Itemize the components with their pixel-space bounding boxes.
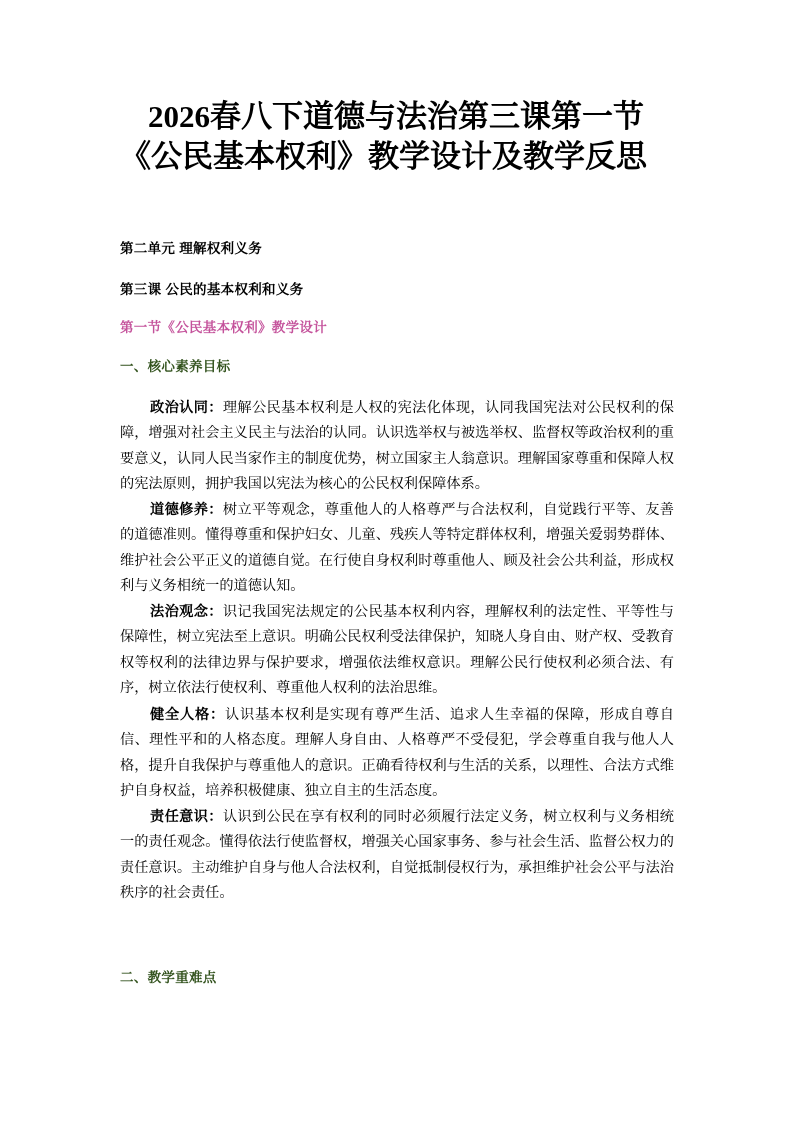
paragraph-text: 树立平等观念，尊重他人的人格尊严与合法权利，自觉践行平等、友善的道德准则。懂得尊重和保护妇女、儿童、残疾人等特定群体权利，增强关爱弱势群体、维护社会公平正义的道德自觉。在行使自身权利时尊重他人、顾及社会公共利益，形成权利与义务相统一的道德认知。 bbox=[120, 502, 674, 595]
paragraph bbox=[120, 396, 674, 498]
paragraph-text: 理解公民基本权利是人权的宪法化体现，认同我国宪法对公民权利的保障，增强对社会主义民主与法治的认同。认识选举权与被选举权、监督权等政治权利的重要意义，认同人民当家作主的制度优势，树立国家主人翁意识。理解国家尊重和保障人权的宪法原则，拥护我国以宪法为核心的公民权利保障体系。 bbox=[120, 400, 674, 493]
key-difficulties-heading: 二、教学重难点 bbox=[120, 970, 217, 985]
paragraph-text: 识记我国宪法规定的公民基本权利内容，理解权利的法定性、平等性与保障性，树立宪法至上意识。明确公民权利受法律保护，知晓人身自由、财产权、受教育权等权利的法律边界与保护要求，增强依法维权意识。理解公民行使权利必须合法、有序，树立依法行使权利、尊重他人权利的法治思维。 bbox=[120, 604, 674, 697]
core-literacy-heading-block bbox=[120, 357, 674, 377]
key-difficulties-heading-block bbox=[120, 968, 674, 988]
section-heading: 第一节《公民基本权利》教学设计 bbox=[120, 320, 327, 335]
paragraph-lead: 责任意识： bbox=[150, 809, 223, 825]
paragraph-lead: 法治观念： bbox=[150, 604, 223, 620]
paragraph-lead: 健全人格： bbox=[150, 707, 225, 723]
paragraph-text: 认识基本权利是实现有尊严生活、追求人生幸福的保障，形成自尊自信、理性平和的人格态度。理解人身自由、人格尊严不受侵犯，学会尊重自我与他人人格，提升自我保护与尊重他人的意识。正确看待权利与生活的关系，以理性、合法方式维护自身权益，培养积极健康、独立自主的生活态度。 bbox=[120, 707, 674, 800]
core-literacy-paragraph-5 bbox=[120, 805, 674, 907]
unit-heading-block bbox=[120, 239, 674, 259]
paragraph-text: 认识到公民在享有权利的同时必须履行法定义务，树立权利与义务相统一的责任观念。懂得依法行使监督权，增强关心国家事务、参与社会生活、监督公权力的责任意识。主动维护自身与他人合法权利，自觉抵制侵权行为，承担维护社会公平与法治秩序的社会责任。 bbox=[120, 809, 674, 902]
core-literacy-paragraph-1 bbox=[120, 396, 674, 498]
lesson-heading-block bbox=[120, 280, 674, 300]
lesson-heading: 第三课 公民的基本权利和义务 bbox=[120, 282, 304, 297]
page-title-block bbox=[120, 97, 676, 177]
paragraph bbox=[120, 600, 674, 702]
paragraph-lead: 政治认同： bbox=[150, 400, 223, 416]
section-heading-block bbox=[120, 318, 674, 338]
core-literacy-paragraph-4 bbox=[120, 703, 674, 805]
paragraph bbox=[120, 498, 674, 600]
paragraph-lead: 道德修养： bbox=[150, 502, 223, 518]
core-literacy-paragraph-2 bbox=[120, 498, 674, 600]
paragraph bbox=[120, 805, 674, 907]
paragraph bbox=[120, 703, 674, 805]
unit-heading: 第二单元 理解权利义务 bbox=[120, 241, 263, 256]
core-literacy-heading: 一、核心素养目标 bbox=[120, 359, 231, 374]
page-title: 2026春八下道德与法治第三课第一节《公民基本权利》教学设计及教学反思 bbox=[120, 99, 647, 174]
core-literacy-paragraph-3 bbox=[120, 600, 674, 702]
